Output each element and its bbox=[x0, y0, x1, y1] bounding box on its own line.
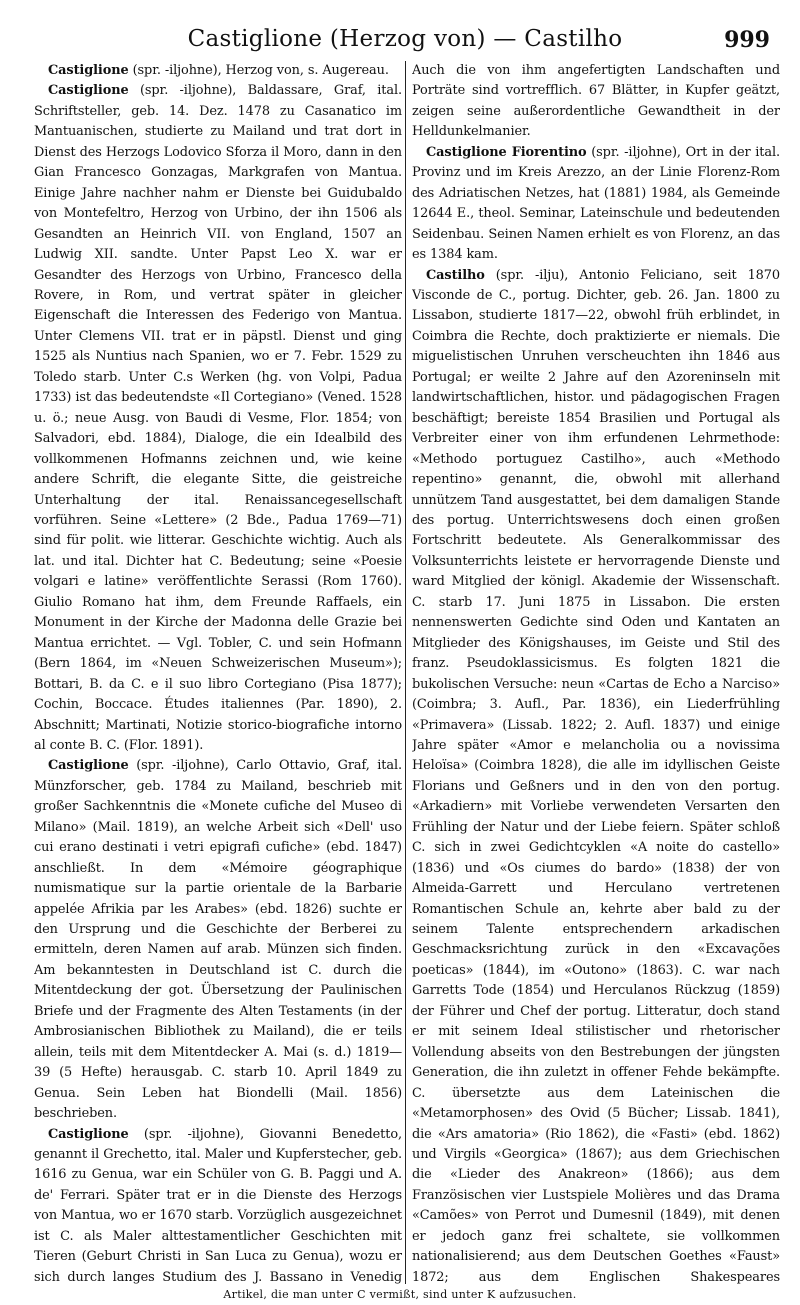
page-number: 999 bbox=[724, 27, 770, 53]
entry-continuation: Auch die von ihm angefertigten Landschaften und Porträte sind vortrefflich. 67 Blätter, in Kupfer geätzt, zeigen seine außerordentliche Gewandtheit in der Helldunkelmanier. bbox=[412, 63, 780, 140]
entry-castiglione-baldassare bbox=[34, 81, 402, 756]
running-head: Castiglione (Herzog von) — Castilho bbox=[187, 26, 623, 52]
column-divider bbox=[405, 61, 406, 1284]
entry-lemma: Castilho bbox=[426, 267, 485, 283]
entry-castiglione-fiorentino bbox=[412, 143, 780, 266]
entry-text: (spr. -ilju), Antonio Feliciano, seit 1870 Visconde de C., portug. Dichter, geb. 26. Jan. 1800 zu Lissabon, studierte 1817—22, obwohl früh erblindet, in Coimbra die Rechte, doch praktizierte er niemals. Die miguelistischen Unruhen verscheuchten ihn 1846 aus Portugal; er weilte 2 Jahre auf den Azoreninseln mit landwirtschaftlichen, histor. und pädagogischen Fragen beschäftigt; bereiste 1854 Brasilien und Portugal als Verbreiter einer von ihm erfundenen Lehrmethode: «Methodo portuguez Castilho», auch «Methodo repentino» genannt, die, obwohl mit allerhand unnützem Tand ausgestattet, bei dem damaligen Stande des portug. Unterrichtswesens doch einen großen Fortschritt bedeutete. Als Generalkommissar des Volksunterrichts leistete er hervorragende Dienste und ward Mitglied der königl. Akademie der Wissenschaft. C. starb 17. Juni 1875 in Lissabon. Die ersten nennenswerten Gedichte sind Oden und Kantaten an Mitglieder des Königshauses, im Geiste und Stil des franz. Pseudoklassicismus. Es folgten 1821 die bukolischen Versuche: neun «Cartas de Echo a Narciso» (Coimbra; 3. Aufl., Par. 1836), ein Liederfrühling «Primavera» (Lissab. 1822; 2. Aufl. 1837) und einige Jahre später «Amor e melancholia ou a novissima Heloïsa» (Coimbra 1828), die alle im idyllischen Geiste Florians und Geßners und in den von den portug. «Arkadiern» mit Vorliebe verwendeten Versarten den Frühling der Natur und der Liebe feiern. Später schloß C. sich in zwei Gedichtcyklen «A noite do castello» (1836) und «Os ciumes do bardo» (1838) der von Almeida-Garrett und Herculano vertretenen Romantischen Schule an, kehrte aber bald zu der seinem Talente entsprechendern arkadischen Geschmacksrichtung zurück in den «Excavações poeticas» (1844), im «Outono» (1863). C. war nach Garretts Tode (1854) und Herculanos Rückzug (1859) der Führer und Chef der portug. Litteratur, doch stand er mit seinem Ideal stilistischer und rhetorischer Vollendung abseits von den Bestrebungen der jüngsten Generation, die ihn zuletzt in offener Fehde bekämpfte. C. übersetzte aus dem Lateinischen die «Metamorphosen» des Ovid (5 Bücher; Lissab. 1841), die «Ars amatoria» (Rio 1862), die «Fasti» (ebd. 1862) und Virgils «Georgica» (1867); aus dem Griechischen die «Lieder des Anakreon» (1866); aus dem Französischen vier Lustspiele Molières und das Drama «Camões» von Perrot und Dumesnil (1849), mit denen er jedoch ganz frei schaltete, sie vollkommen nationalisierend; aus dem Deutschen Goethes «Faust» 1872; aus dem Englischen Shakespeares bbox=[412, 267, 780, 1285]
page-footer-note: Artikel, die man unter C vermißt, sind unter K aufzusuchen. bbox=[223, 1288, 577, 1301]
entry-lemma: Castiglione bbox=[48, 758, 129, 774]
entry-castiglione-carlo-ottavio bbox=[34, 756, 402, 1124]
entry-text: (spr. -iljohne), Herzog von, s. Augereau. bbox=[128, 63, 389, 78]
entry-castilho bbox=[412, 266, 780, 1286]
entry-castiglione-herzog bbox=[34, 61, 402, 81]
page-header bbox=[40, 26, 770, 64]
entry-text: (spr. -iljohne), Carlo Ottavio, Graf, ital. Münzforscher, geb. 1784 zu Mailand, beschrieb mit großer Sachkenntnis die «Monete cufiche del Museo di Milano» (Mail. 1819), an welche Arbeit sich «Dell' uso cui erano destinati i vetri epigrafi cufiche» (ebd. 1847) anschließt. In dem «Mémoire géographique numismatique sur la partie orientale de la Barbarie appelée Afrikia par les Arabes» (ebd. 1826) suchte er den Ursprung und die Geschichte der Berberei zu ermitteln, deren Namen auf arab. Münzen sich finden. Am bekanntesten in Deutschland ist C. durch die Mitentdeckung der got. Übersetzung der Paulinischen Briefe und der Fragmente des Alten Testaments (in der Ambrosianischen Bibliothek zu Mailand), die er teils allein, teils mit dem Mitentdecker A. Mai (s. d.) 1819—39 (5 Hefte) herausgab. C. starb 10. April 1849 zu Genua. Sein Leben hat Biondelli (Mail. 1856) beschrieben. bbox=[34, 758, 402, 1122]
entry-text: (spr. -iljohne), Ort in der ital. Provinz und im Kreis Arezzo, an der Linie Florenz-Rom des Adriatischen Netzes, hat (1881) 1984, als Gemeinde 12644 E., theol. Seminar, Lateinschule und bedeutenden Seidenbau. Seinen Namen erhielt es von Florenz, an das es 1384 kam. bbox=[412, 144, 780, 263]
left-column bbox=[34, 61, 402, 1286]
right-column bbox=[412, 61, 780, 1286]
entry-lemma: Castiglione Fiorentino bbox=[426, 144, 587, 160]
entry-lemma: Castiglione bbox=[48, 1126, 129, 1142]
entry-text: (spr. -iljohne), Baldassare, Graf, ital. Schriftsteller, geb. 14. Dez. 1478 zu Casanatico im Mantuanischen, studierte zu Mailand und trat dort in Dienst des Herzogs Lodovico Sforza il Moro, dann in den Gian Francesco Gonzagas, Markgrafen von Mantua. Einige Jahre nachher nahm er Dienste bei Guidubaldo von Montefeltro, Herzog von Urbino, der ihn 1506 als Gesandten an Heinrich VII. von England, 1507 an Ludwig XII. sandte. Unter Papst Leo X. war er Gesandter des Herzogs von Urbino, Francesco della Rovere, in Rom, und vertrat später in gleicher Eigenschaft die Interessen des Federigo von Mantua. Unter Clemens VII. trat er in päpstl. Dienst und ging 1525 als Nuntius nach Spanien, wo er 7. Febr. 1529 zu Toledo starb. Unter C.s Werken (hg. von Volpi, Padua 1733) ist das bedeutendste «Il Cortegiano» (Vened. 1528 u. ö.; neue Ausg. von Baudi di Vesme, Flor. 1854; von Salvadori, ebd. 1884), Dialoge, die ein Idealbild des vollkommenen Hofmanns zeichnen und, wie keine andere Schrift, die elegante Sitte, die geistreiche Unterhaltung der ital. Renaissancegesellschaft vorführen. Seine «Lettere» (2 Bde., Padua 1769—71) sind für polit. wie litterar. Geschichte wichtig. Auch als lat. und ital. Dichter hat C. Bedeutung; seine «Poesie volgari e latine» veröffentlichte Serassi (Rom 1760). Giulio Romano hat ihm, dem Freunde Raffaels, ein Monument in der Kirche der Madonna delle Grazie bei Mantua errichtet. — Vgl. Tobler, C. und sein Hofmann (Bern 1864, im «Neuen Schweizerischen Museum»); Bottari, B. da C. e il suo libro Cortegiano (Pisa 1877); Cochin, Boccace. Études italiennes (Par. 1890), 2. Abschnitt; Martinati, Notizie storico-biografiche intorno al conte B. C. (Flor. 1891). bbox=[34, 83, 402, 753]
entry-castiglione-giovanni-benedetto bbox=[34, 1125, 402, 1286]
entry-lemma: Castiglione bbox=[48, 83, 129, 99]
entry-text: (spr. -iljohne), Giovanni Benedetto, genannt il Grechetto, ital. Maler und Kupferstecher, geb. 1616 zu Genua, war ein Schüler von G. B. Paggi und A. de' Ferrari. Später trat er in die Dienste des Herzogs von Mantua, wo er 1670 starb. Vorzüglich ausgezeichnet ist C. als Maler alttestamentlicher Geschichten mit Tieren (Geburt Christi in San Luca zu Genua), wozu er sich durch langes Studium des J. Bassano in Venedig bbox=[34, 1126, 402, 1285]
entry-lemma: Castiglione bbox=[48, 63, 129, 78]
